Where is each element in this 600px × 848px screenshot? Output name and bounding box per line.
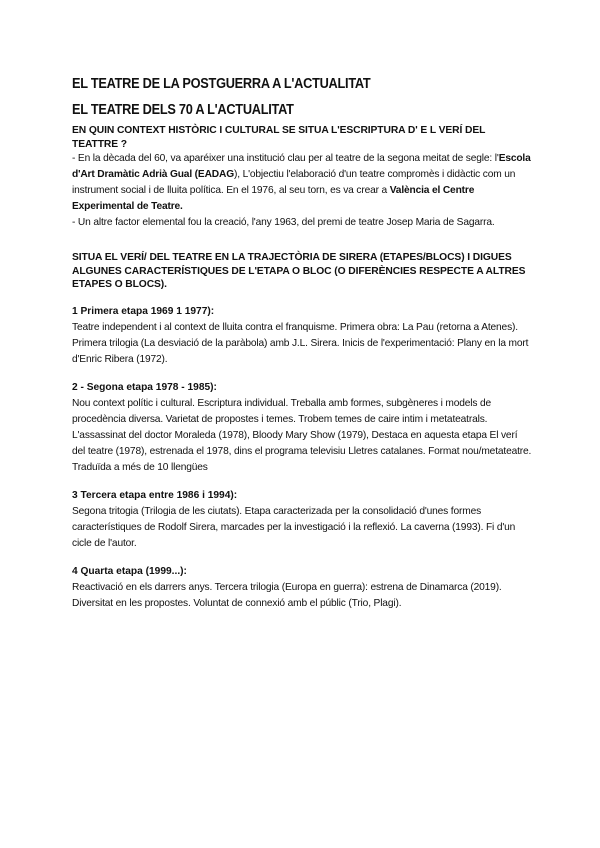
section-4-text: Reactivació en els darrers anys. Tercera trilogia (Europa en guerra): estrena de Dinamarca (2019). Diversitat en les propostes. Voluntat de connexió amb el públic (Trio, Plagi).	[72, 581, 502, 609]
document-subtitle: EL TEATRE DELS 70 A L'ACTUALITAT	[72, 102, 294, 118]
centre-experimental-name: València el Centre Experimental de Teatre.	[72, 185, 475, 212]
section-3-text: Segona tritogia (Trilogia de les ciutats). Etapa caracterizada per la consolidació d'unes formes característiques de Rodolf Sirera, marcades per la investigació i la reflexió. La caverna (1993). Fi d'un cicle de l'autor.	[72, 505, 516, 549]
section-2-text: Nou context polític i cultural. Escriptura individual. Treballa amb formes, subgèneres i models de procedència diversa. Varietat de propostes i temes. Trobem temes de caire intim i metateatrals. L'assassinat del doctor Moraleda (1978), Bloody Mary Show (1979), Destaca en aquesta etapa El verí del teatre (1978), estrenada el 1978, dins el programa televisiu Lletres catalanes. Format nou/metateatre. Traduïda a més de 10 llengües	[72, 397, 532, 473]
section-1-text: Teatre independent i al context de lluita contra el franquisme. Primera obra: La Pau (retorna a Atenes). Primera trilogia (La desviació de la paràbola) amb J.L. Sirera. Inicis de l'experimentació: Plany en la mort d'Enric Ribera (1972).	[72, 321, 529, 365]
question-2: SITUA EL VERÍ/ DEL TEATRE EN LA TRAJECTÒRIA DE SIRERA (ETAPES/BLOCS) I DIGUES ALGUNES CARACTERÍSTIQUES DE L'ETAPA O BLOC (O DIFERÈNCIES RESPECTE A ALTRES ETAPES O BLOCS).	[72, 252, 526, 290]
section-1	[72, 304, 532, 368]
answer-1-paragraph-2: - Un altre factor elemental fou la creació, l'any 1963, del premi de teatre Josep Maria de Sagarra.	[72, 217, 495, 228]
section-2-title: 2 - Segona etapa 1978 - 1985):	[72, 381, 217, 393]
section-1-title: 1 Primera etapa 1969 1 1977):	[72, 305, 215, 317]
section-3	[72, 488, 532, 552]
section-3-title: 3 Tercera etapa entre 1986 i 1994):	[72, 489, 238, 501]
spacer	[72, 231, 532, 251]
answer-1-text-a: - En la dècada del 60, va aparéixer una institució clau per al teatre de la segona meitat de segle: l'	[72, 153, 499, 164]
section-4	[72, 564, 532, 612]
document-title: EL TEATRE DE LA POSTGUERRA A L'ACTUALITAT	[72, 76, 371, 92]
answer-1-paragraph-1	[72, 151, 532, 215]
eadag-name: Escola d'Art Dramàtic Adrià Gual (EADAG	[72, 153, 531, 180]
section-2	[72, 380, 532, 476]
answer-1-text-b: ), L'objectiu l'elaboració d'un teatre compromès i didàctic com un instrument social i de lluita política. En el 1976, al seu torn, es va crear a	[72, 169, 516, 196]
section-4-title: 4 Quarta etapa (1999...):	[72, 565, 187, 577]
document-content	[72, 74, 532, 612]
question-1: EN QUIN CONTEXT HISTÒRIC I CULTURAL SE SITUA L'ESCRIPTURA D' E L VERÍ DEL TEATTRE ?	[72, 125, 486, 150]
